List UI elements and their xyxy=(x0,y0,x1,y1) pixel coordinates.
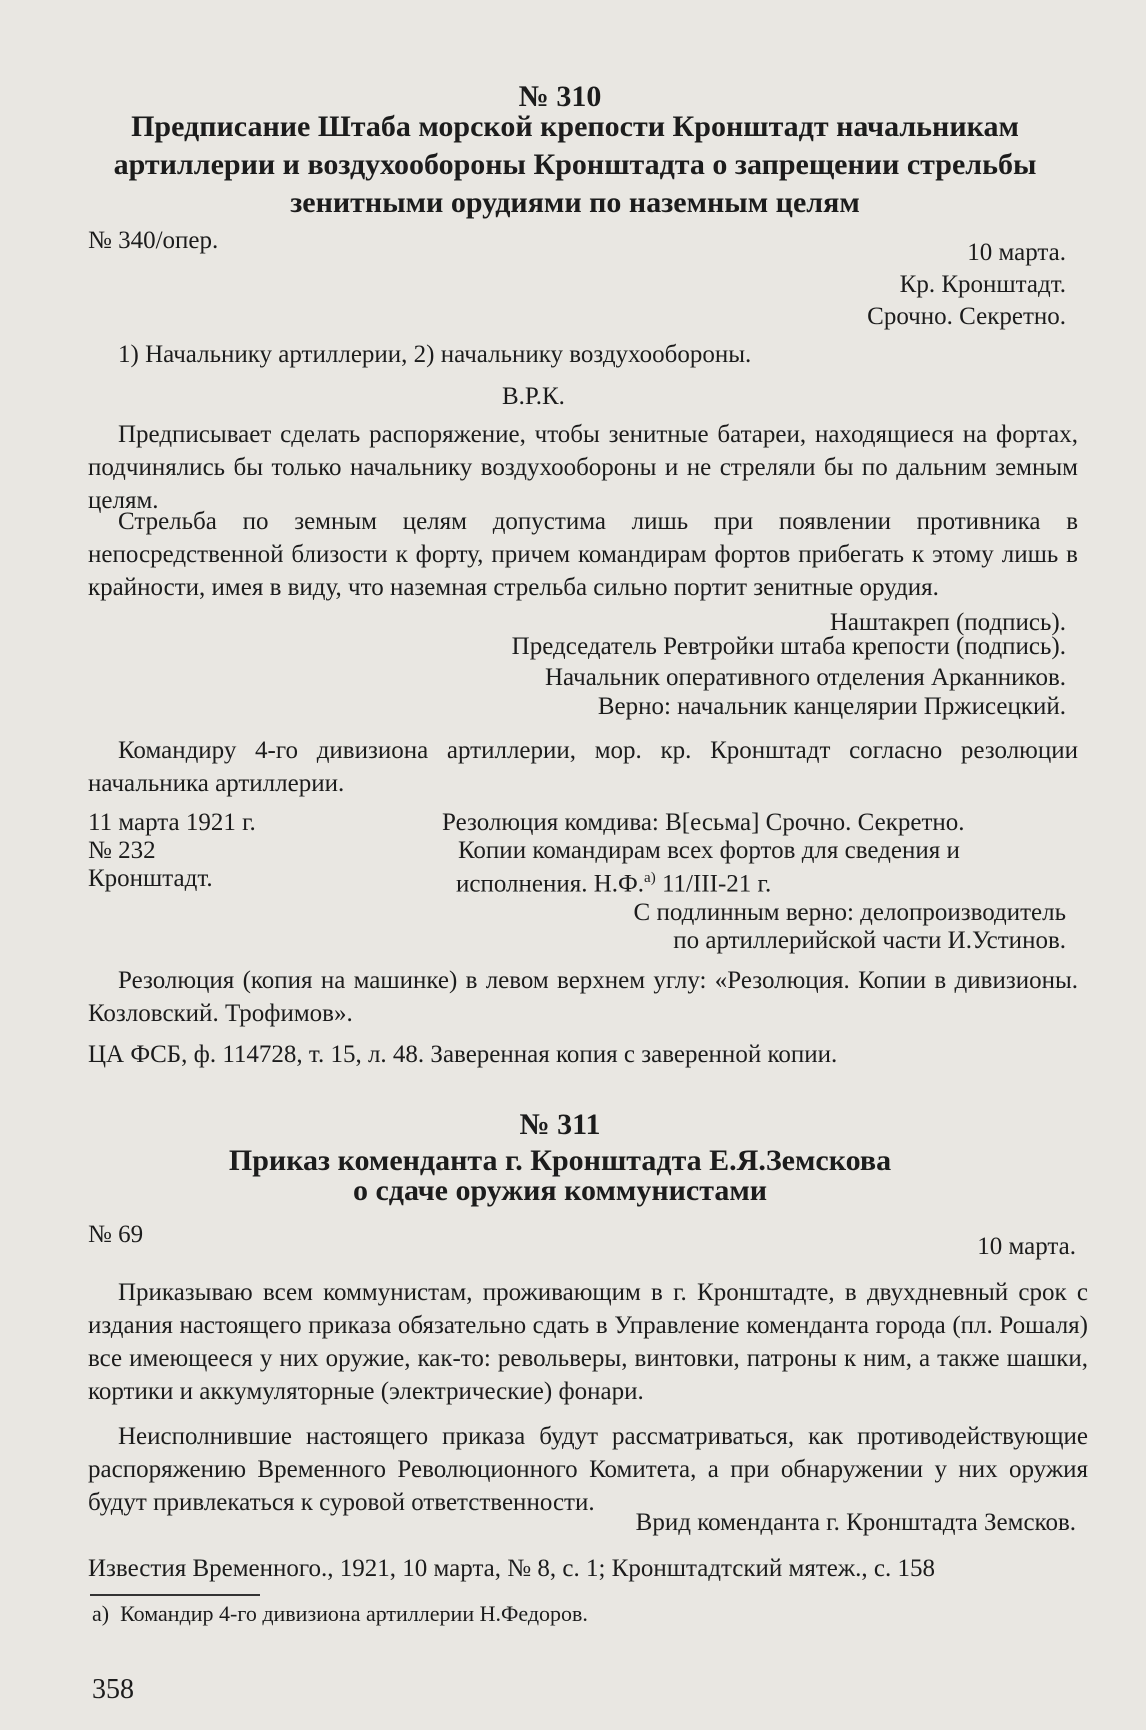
doc311-number: № 311 xyxy=(519,1108,601,1141)
doc310-addressee: 1) Начальнику артиллерии, 2) начальнику воздухообороны. xyxy=(118,341,752,368)
doc310-signature-3: Начальник оперативного отделения Арканников. xyxy=(544,664,1066,691)
doc311-para2: Неисполнившие настоящего приказа будут рассматриваться, как противодействующие распоряжению Временного Революционного Комитета, а при обнаружении у них оружия будут привлекаться к суровой ответственности. xyxy=(88,1423,1088,1516)
footnote xyxy=(92,1600,588,1628)
resolution-text-a: исполнения. Н.Ф. xyxy=(456,870,645,898)
doc310-copy-line2: по артиллерийской части И.Устинов. xyxy=(673,927,1066,954)
doc311-source: Известия Временного., 1921, 10 марта, № 8, с. 1; Кронштадтский мятеж., с. 158 xyxy=(88,1555,935,1582)
footnote-text: Командир 4-го дивизиона артиллерии Н.Федоров. xyxy=(120,1601,588,1626)
doc310-para4: Резолюция (копия на машинке) в левом верхнем углу: «Резолюция. Копии в дивизионы. Козловский. Трофимов». xyxy=(88,967,1078,1027)
doc311-date: 10 марта. xyxy=(977,1233,1076,1260)
doc310-classification: Срочно. Секретно. xyxy=(867,303,1066,330)
doc310-signature-2: Председатель Ревтройки штаба крепости (подпись). xyxy=(511,633,1066,660)
doc310-para1: Предписывает сделать распоряжение, чтобы зенитные батареи, находящиеся на фортах, подчинялись бы только начальнику воздухообороны и не стреляли бы по дальним земным целям. xyxy=(88,421,1078,514)
doc310-resolution-line3 xyxy=(456,862,771,900)
doc310-copy-line1: С подлинным верно: делопроизводитель xyxy=(633,899,1066,926)
doc311-ref: № 69 xyxy=(88,1221,144,1248)
doc311-title-line1: Приказ коменданта г. Кронштадта Е.Я.Земскова xyxy=(228,1144,892,1177)
doc310-date: 10 марта. xyxy=(967,239,1066,266)
page-number: 358 xyxy=(92,1674,134,1705)
doc310-authority: В.Р.К. xyxy=(502,383,565,410)
doc310-resolution-line1: Резолюция комдива: В[есьма] Срочно. Секретно. xyxy=(442,809,965,836)
doc310-source: ЦА ФСБ, ф. 114728, т. 15, л. 48. Заверенная копия с заверенной копии. xyxy=(88,1041,838,1068)
doc311-para1: Приказываю всем коммунистам, проживающим в г. Кронштадте, в двухдневный срок с издания настоящего приказа обязательно сдать в Управление коменданта города (пл. Рошаля) все имеющееся у них оружие, как-то: револьверы, винтовки, патроны к ним, а также шашки, кортики и аккумуляторные (электрические) фонари. xyxy=(88,1279,1088,1405)
doc310-para3: Командиру 4-го дивизиона артиллерии, мор. кр. Кронштадт согласно резолюции начальника артиллерии. xyxy=(88,737,1078,797)
doc310-resolution-line2: Копии командирам всех фортов для сведения и xyxy=(458,837,960,864)
doc310-signature-1: Наштакреп (подпись). xyxy=(829,609,1066,636)
doc310-para2: Стрельба по земным целям допустима лишь при появлении противника в непосредственной близости к форту, причем командирам фортов прибегать к этому лишь в крайности, имея в виду, что наземная стрельба сильно портит зенитные орудия. xyxy=(88,508,1078,601)
doc311-signature: Врид коменданта г. Кронштадта Земсков. xyxy=(635,1509,1076,1536)
doc310-ref: № 340/опер. xyxy=(88,227,219,254)
resolution-text-b: 11/III-21 г. xyxy=(655,870,772,898)
doc310-place: Кр. Кронштадт. xyxy=(899,271,1066,298)
doc310-left-ref: № 232 xyxy=(88,837,156,864)
doc310-left-place: Кронштадт. xyxy=(88,865,213,892)
doc310-signature-4: Верно: начальник канцелярии Пржисецкий. xyxy=(597,693,1066,720)
doc310-title: Предписание Штаба морской крепости Кронштадт начальникам артиллерии и воздухообороны Кронштадта о запрещении стрельбы зенитными орудиями по наземным целям xyxy=(113,110,1037,219)
doc310-number: № 310 xyxy=(518,80,602,113)
doc311-title-line2: о сдаче оружия коммунистами xyxy=(352,1174,768,1207)
doc310-left-date: 11 марта 1921 г. xyxy=(88,809,256,836)
footnote-marker: а) xyxy=(644,870,656,886)
footnote-divider xyxy=(90,1594,260,1596)
footnote-mark: а) xyxy=(92,1601,110,1626)
